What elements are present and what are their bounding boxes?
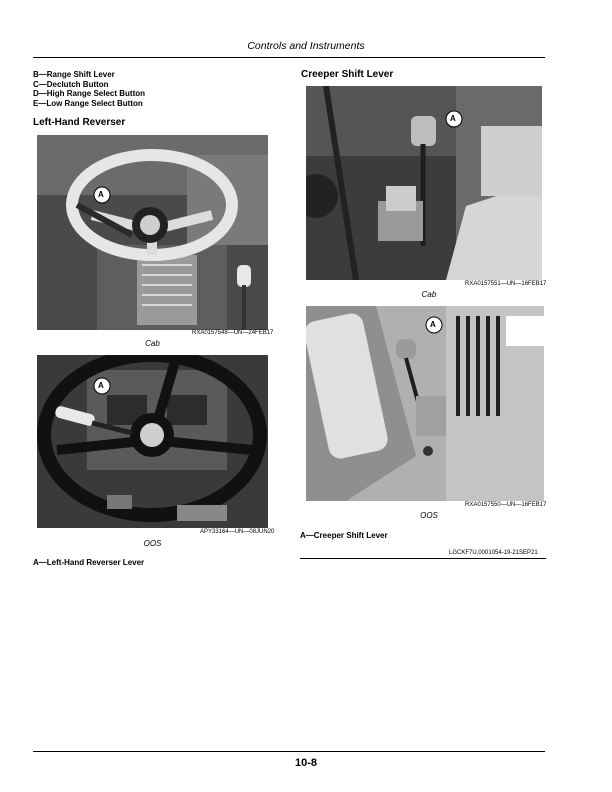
photo-caption-cab: Cab xyxy=(145,339,160,348)
left-hand-reverser-lever-label: A—Left-Hand Reverser Lever xyxy=(33,558,145,567)
photo-cab-creeper xyxy=(306,86,542,280)
section-heading-left-hand-reverser: Left-Hand Reverser xyxy=(33,117,126,128)
legend-item: C—Declutch Button xyxy=(33,79,109,89)
legend-item: B—Range Shift Lever xyxy=(33,70,115,79)
photo-id-label: RXA0157550—UN—16FEB17 xyxy=(465,502,547,508)
section-end-rule xyxy=(300,558,546,559)
callout-a-label: A xyxy=(98,381,104,390)
footer-rule xyxy=(33,751,545,752)
photo-caption-cab: Cab xyxy=(421,290,437,299)
photo-caption-oos: OOS xyxy=(143,539,162,548)
photo-id-label: RXA0157551—UN—16FEB17 xyxy=(465,281,547,287)
photo-cab-reverser xyxy=(37,135,268,330)
parts-legend xyxy=(33,70,145,108)
header-rule xyxy=(33,57,545,58)
page-header-title: Controls and Instruments xyxy=(247,40,365,52)
section-heading-creeper-shift-lever: Creeper Shift Lever xyxy=(301,69,394,80)
photo-id-label: APY33164—UN—08JUN20 xyxy=(200,529,275,535)
document-reference: LGCKF7U,0001054-19-21SEP21 xyxy=(449,550,538,556)
callout-a-label: A xyxy=(450,114,456,123)
callout-a-label: A xyxy=(98,190,104,199)
photo-caption-oos: OOS xyxy=(420,511,438,520)
photo-oos-reverser xyxy=(37,355,268,528)
photo-oos-creeper xyxy=(306,306,544,501)
legend-item: E—Low Range Select Button xyxy=(33,98,143,108)
legend-item: D—High Range Select Button xyxy=(33,89,146,99)
photo-id-label: RXA0157548—UN—24FEB17 xyxy=(192,330,274,336)
creeper-shift-lever-label: A—Creeper Shift Lever xyxy=(300,531,388,540)
callout-a-label: A xyxy=(430,320,436,329)
page-number: 10-8 xyxy=(294,757,318,769)
